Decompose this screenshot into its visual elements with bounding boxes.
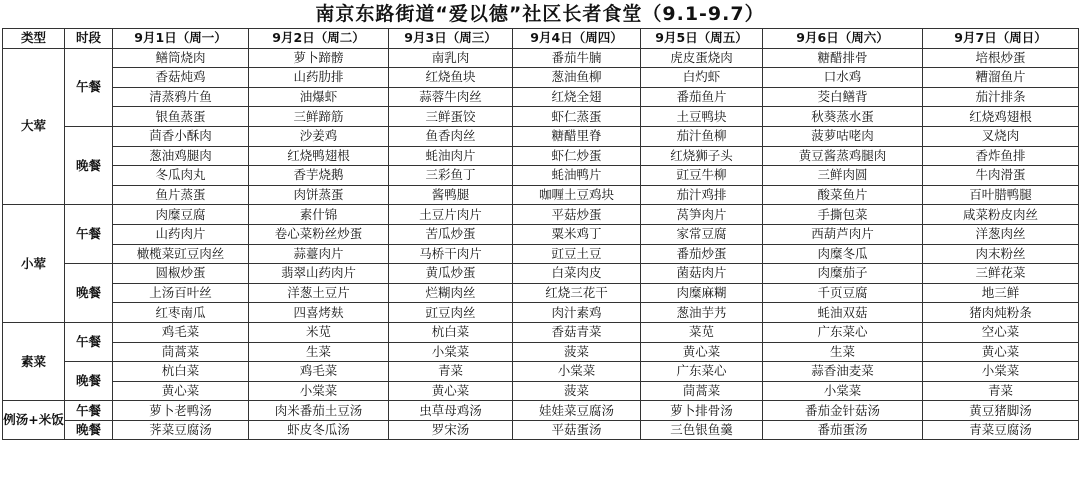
dish-cell: 咖喱土豆鸡块 (513, 185, 641, 205)
dish-cell: 红枣南瓜 (113, 303, 249, 323)
dish-cell: 叉烧肉 (923, 126, 1079, 146)
dish-cell: 菠菜 (513, 381, 641, 401)
dish-cell: 杭白菜 (389, 322, 513, 342)
dish-cell: 空心菜 (923, 322, 1079, 342)
dish-cell: 黄豆酱蒸鸡腿肉 (763, 146, 923, 166)
dish-cell: 红烧鱼块 (389, 68, 513, 88)
dish-cell: 平菇蛋汤 (513, 420, 641, 440)
dish-cell: 洋葱肉丝 (923, 224, 1079, 244)
dish-cell: 生菜 (763, 342, 923, 362)
dish-cell: 茼蒿菜 (641, 381, 763, 401)
dish-cell: 小棠菜 (923, 362, 1079, 382)
category-cell: 例汤+米饭 (3, 401, 65, 440)
dish-cell: 茄汁鸡排 (641, 185, 763, 205)
menu-row (3, 401, 1079, 421)
dish-cell: 南乳肉 (389, 48, 513, 68)
dish-cell: 肉糜麻糊 (641, 283, 763, 303)
dish-cell: 白灼虾 (641, 68, 763, 88)
menu-row (3, 205, 1079, 225)
dish-cell: 上汤百叶丝 (113, 283, 249, 303)
dish-cell: 清蒸鸦片鱼 (113, 87, 249, 107)
meal-period-cell: 晚餐 (65, 126, 113, 204)
header-day: 9月3日（周三） (389, 29, 513, 49)
dish-cell: 鱼片蒸蛋 (113, 185, 249, 205)
page-title: 南京东路街道“爱以德”社区长者食堂（9.1-9.7） (315, 3, 765, 25)
header-day: 9月7日（周日） (923, 29, 1079, 49)
dish-cell: 黄心菜 (389, 381, 513, 401)
meal-period-cell: 晚餐 (65, 362, 113, 401)
dish-cell: 手撕包菜 (763, 205, 923, 225)
dish-cell: 香菇炖鸡 (113, 68, 249, 88)
dish-cell: 菠菜 (513, 342, 641, 362)
dish-cell: 茄汁鱼柳 (641, 126, 763, 146)
menu-row (3, 146, 1079, 166)
category-cell: 大荤 (3, 48, 65, 205)
dish-cell: 茼蒿菜 (113, 342, 249, 362)
dish-cell: 茭白鳝背 (763, 87, 923, 107)
dish-cell: 香炸鱼排 (923, 146, 1079, 166)
dish-cell: 三鲜肉圆 (763, 166, 923, 186)
menu-table (2, 28, 1079, 440)
dish-cell: 鱼香肉丝 (389, 126, 513, 146)
dish-cell: 罗宋汤 (389, 420, 513, 440)
dish-cell: 米苋 (249, 322, 389, 342)
dish-cell: 青菜 (389, 362, 513, 382)
dish-cell: 肉糜茄子 (763, 264, 923, 284)
dish-cell: 黄心菜 (113, 381, 249, 401)
dish-cell: 青菜 (923, 381, 1079, 401)
dish-cell: 小棠菜 (249, 381, 389, 401)
category-cell: 小荤 (3, 205, 65, 323)
dish-cell: 肉饼蒸蛋 (249, 185, 389, 205)
dish-cell: 豇豆土豆 (513, 244, 641, 264)
dish-cell: 百叶腊鸭腿 (923, 185, 1079, 205)
dish-cell: 杭白菜 (113, 362, 249, 382)
dish-cell: 虾皮冬瓜汤 (249, 420, 389, 440)
menu-row (3, 303, 1079, 323)
dish-cell: 三彩鱼丁 (389, 166, 513, 186)
header-row (3, 29, 1079, 49)
meal-period-cell: 午餐 (65, 401, 113, 421)
dish-cell: 鸡毛菜 (249, 362, 389, 382)
dish-cell: 香芋烧鹅 (249, 166, 389, 186)
dish-cell: 生菜 (249, 342, 389, 362)
category-cell: 素菜 (3, 322, 65, 400)
dish-cell: 土豆片肉片 (389, 205, 513, 225)
dish-cell: 三鲜花菜 (923, 264, 1079, 284)
dish-cell: 油爆虾 (249, 87, 389, 107)
meal-period-cell: 晚餐 (65, 420, 113, 440)
dish-cell: 四喜烤麸 (249, 303, 389, 323)
menu-row (3, 87, 1079, 107)
dish-cell: 千页豆腐 (763, 283, 923, 303)
dish-cell: 酸菜鱼片 (763, 185, 923, 205)
dish-cell: 蒜香油麦菜 (763, 362, 923, 382)
dish-cell: 土豆鸭块 (641, 107, 763, 127)
dish-cell: 豇豆牛柳 (641, 166, 763, 186)
dish-cell: 翡翠山药肉片 (249, 264, 389, 284)
dish-cell: 冬瓜肉丸 (113, 166, 249, 186)
dish-cell: 牛肉滑蛋 (923, 166, 1079, 186)
dish-cell: 蒜蓉牛肉丝 (389, 87, 513, 107)
dish-cell: 小棠菜 (513, 362, 641, 382)
dish-cell: 肉糜豆腐 (113, 205, 249, 225)
dish-cell: 黄心菜 (923, 342, 1079, 362)
dish-cell: 培根炒蛋 (923, 48, 1079, 68)
menu-row (3, 420, 1079, 440)
dish-cell: 平菇炒蛋 (513, 205, 641, 225)
dish-cell: 糟溜鱼片 (923, 68, 1079, 88)
dish-cell: 素什锦 (249, 205, 389, 225)
menu-row (3, 362, 1079, 382)
dish-cell: 荠菜豆腐汤 (113, 420, 249, 440)
dish-cell: 苦瓜炒蛋 (389, 224, 513, 244)
menu-row (3, 322, 1079, 342)
dish-cell: 萝卜排骨汤 (641, 401, 763, 421)
dish-cell: 蒜薹肉片 (249, 244, 389, 264)
dish-cell: 菌菇肉片 (641, 264, 763, 284)
menu-body (3, 48, 1079, 440)
dish-cell: 红烧鸡翅根 (923, 107, 1079, 127)
dish-cell: 虫草母鸡汤 (389, 401, 513, 421)
dish-cell: 虾仁蒸蛋 (513, 107, 641, 127)
dish-cell: 糖醋排骨 (763, 48, 923, 68)
dish-cell: 黄心菜 (641, 342, 763, 362)
meal-period-cell: 午餐 (65, 322, 113, 361)
dish-cell: 马桥干肉片 (389, 244, 513, 264)
dish-cell: 番茄蛋汤 (763, 420, 923, 440)
dish-cell: 葱油鱼柳 (513, 68, 641, 88)
menu-row (3, 342, 1079, 362)
dish-cell: 番茄金针菇汤 (763, 401, 923, 421)
dish-cell: 红烧全翅 (513, 87, 641, 107)
dish-cell: 黄豆猪脚汤 (923, 401, 1079, 421)
dish-cell: 粟米鸡丁 (513, 224, 641, 244)
header-period: 时段 (65, 29, 113, 49)
dish-cell: 虾仁炒蛋 (513, 146, 641, 166)
dish-cell: 茴香小酥肉 (113, 126, 249, 146)
dish-cell: 肉糜冬瓜 (763, 244, 923, 264)
dish-cell: 肉末粉丝 (923, 244, 1079, 264)
dish-cell: 三色银鱼羹 (641, 420, 763, 440)
menu-row (3, 185, 1079, 205)
dish-cell: 茄汁排条 (923, 87, 1079, 107)
dish-cell: 菜苋 (641, 322, 763, 342)
menu-row (3, 107, 1079, 127)
dish-cell: 萝卜老鸭汤 (113, 401, 249, 421)
dish-cell: 三鲜蹄筋 (249, 107, 389, 127)
dish-cell: 广东菜心 (763, 322, 923, 342)
dish-cell: 鳝筒烧肉 (113, 48, 249, 68)
menu-row (3, 166, 1079, 186)
dish-cell: 红烧三花干 (513, 283, 641, 303)
header-type: 类型 (3, 29, 65, 49)
dish-cell: 圆椒炒蛋 (113, 264, 249, 284)
dish-cell: 番茄炒蛋 (641, 244, 763, 264)
dish-cell: 烂糊肉丝 (389, 283, 513, 303)
dish-cell: 橄榄菜豇豆肉丝 (113, 244, 249, 264)
dish-cell: 葱油鸡腿肉 (113, 146, 249, 166)
menu-row (3, 126, 1079, 146)
dish-cell: 葱油芋艿 (641, 303, 763, 323)
dish-cell: 香菇青菜 (513, 322, 641, 342)
header-day: 9月5日（周五） (641, 29, 763, 49)
dish-cell: 沙姜鸡 (249, 126, 389, 146)
dish-cell: 肉汁素鸡 (513, 303, 641, 323)
dish-cell: 家常豆腐 (641, 224, 763, 244)
meal-period-cell: 午餐 (65, 205, 113, 264)
menu-row (3, 381, 1079, 401)
dish-cell: 西葫芦肉片 (763, 224, 923, 244)
dish-cell: 娃娃菜豆腐汤 (513, 401, 641, 421)
dish-cell: 咸菜粉皮肉丝 (923, 205, 1079, 225)
header-day: 9月2日（周二） (249, 29, 389, 49)
dish-cell: 蚝油鸭片 (513, 166, 641, 186)
dish-cell: 红烧狮子头 (641, 146, 763, 166)
dish-cell: 菠萝咕咾肉 (763, 126, 923, 146)
dish-cell: 莴笋肉片 (641, 205, 763, 225)
dish-cell: 洋葱土豆片 (249, 283, 389, 303)
dish-cell: 鸡毛菜 (113, 322, 249, 342)
dish-cell: 秋葵蒸水蛋 (763, 107, 923, 127)
meal-period-cell: 晚餐 (65, 264, 113, 323)
menu-row (3, 48, 1079, 68)
dish-cell: 番茄鱼片 (641, 87, 763, 107)
dish-cell: 糖醋里脊 (513, 126, 641, 146)
menu-row (3, 244, 1079, 264)
dish-cell: 青菜豆腐汤 (923, 420, 1079, 440)
dish-cell: 萝卜蹄髈 (249, 48, 389, 68)
dish-cell: 白菜肉皮 (513, 264, 641, 284)
dish-cell: 猪肉炖粉条 (923, 303, 1079, 323)
dish-cell: 豇豆肉丝 (389, 303, 513, 323)
menu-row (3, 68, 1079, 88)
dish-cell: 小棠菜 (389, 342, 513, 362)
dish-cell: 山药肉片 (113, 224, 249, 244)
dish-cell: 黄瓜炒蛋 (389, 264, 513, 284)
dish-cell: 银鱼蒸蛋 (113, 107, 249, 127)
dish-cell: 卷心菜粉丝炒蛋 (249, 224, 389, 244)
header-day: 9月4日（周四） (513, 29, 641, 49)
meal-period-cell: 午餐 (65, 48, 113, 126)
dish-cell: 酱鸭腿 (389, 185, 513, 205)
dish-cell: 虎皮蛋烧肉 (641, 48, 763, 68)
dish-cell: 小棠菜 (763, 381, 923, 401)
dish-cell: 地三鲜 (923, 283, 1079, 303)
dish-cell: 番茄牛腩 (513, 48, 641, 68)
dish-cell: 蚝油肉片 (389, 146, 513, 166)
dish-cell: 红烧鸭翅根 (249, 146, 389, 166)
menu-row (3, 283, 1079, 303)
menu-row (3, 264, 1079, 284)
dish-cell: 蚝油双菇 (763, 303, 923, 323)
dish-cell: 三鲜蛋饺 (389, 107, 513, 127)
header-day: 9月1日（周一） (113, 29, 249, 49)
menu-row (3, 224, 1079, 244)
dish-cell: 广东菜心 (641, 362, 763, 382)
dish-cell: 口水鸡 (763, 68, 923, 88)
dish-cell: 肉米番茄土豆汤 (249, 401, 389, 421)
dish-cell: 山药肋排 (249, 68, 389, 88)
header-day: 9月6日（周六） (763, 29, 923, 49)
